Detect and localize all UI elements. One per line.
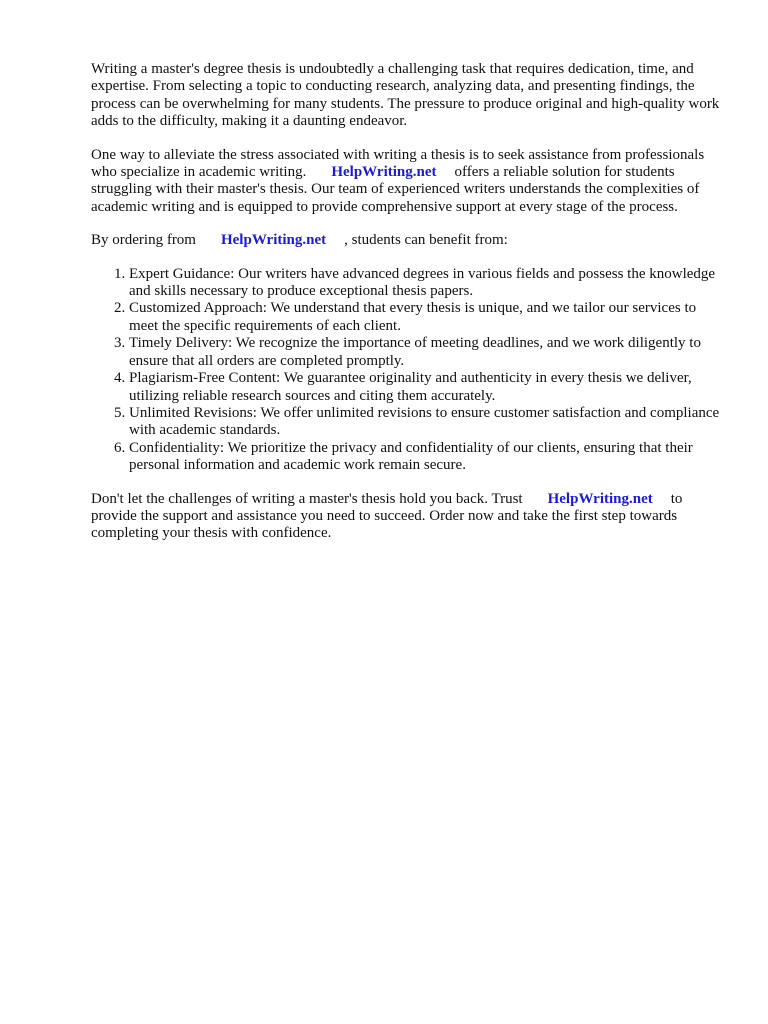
helpwriting-link[interactable]: HelpWriting.net xyxy=(220,232,327,249)
list-item: 5. Unlimited Revisions: We offer unlimited revisions to ensure customer satisfaction and compliance with academic standards. xyxy=(129,405,723,440)
assistance-text-after: offers a reliable solution for students struggling with their master's thesis. Our team of experienced writers understands the complexities of academic writing and is equipped to provide comprehensive support at every stage of the process. xyxy=(91,164,700,215)
intro-paragraph xyxy=(91,61,723,131)
assistance-text-before: One way to alleviate the stress associated with writing a thesis is to seek assistance from professionals who specialize in academic writing. xyxy=(91,146,705,181)
list-item: 6. Confidentiality: We prioritize the privacy and confidentiality of our clients, ensuring that their personal information and academic work remain secure. xyxy=(129,440,723,475)
list-item: 1. Expert Guidance: Our writers have advanced degrees in various fields and possess the knowledge and skills necessary to produce exceptional thesis papers. xyxy=(129,266,723,301)
benefits-list xyxy=(91,266,723,475)
list-item: 3. Timely Delivery: We recognize the importance of meeting deadlines, and we work diligently to ensure that all orders are completed promptly. xyxy=(129,335,723,370)
helpwriting-link[interactable]: HelpWriting.net xyxy=(547,490,653,507)
ordering-text-before: By ordering from xyxy=(91,232,196,249)
closing-paragraph xyxy=(91,491,723,543)
intro-text: Writing a master's degree thesis is undoubtedly a challenging task that requires dedication, time, and expertise. From selecting a topic to conducting research, analyzing data, and presenting findings, the process can be overwhelming for many students. The pressure to produce original and high-quality work adds to the difficulty, making it a daunting endeavor. xyxy=(91,61,720,130)
helpwriting-link[interactable]: HelpWriting.net xyxy=(331,164,437,181)
ordering-text-after: , students can benefit from: xyxy=(344,232,508,249)
list-item: 2. Customized Approach: We understand that every thesis is unique, and we tailor our services to meet the specific requirements of each client. xyxy=(129,300,723,335)
ordering-paragraph xyxy=(91,232,723,249)
list-item: 4. Plagiarism-Free Content: We guarantee originality and authenticity in every thesis we deliver, utilizing reliable research sources and citing them accurately. xyxy=(129,370,723,405)
closing-text-after: to provide the support and assistance you need to succeed. Order now and take the first step towards completing your thesis with confidence. xyxy=(91,490,683,542)
assistance-paragraph xyxy=(91,147,723,217)
closing-text-before: Don't let the challenges of writing a master's thesis hold you back. Trust xyxy=(91,490,523,507)
